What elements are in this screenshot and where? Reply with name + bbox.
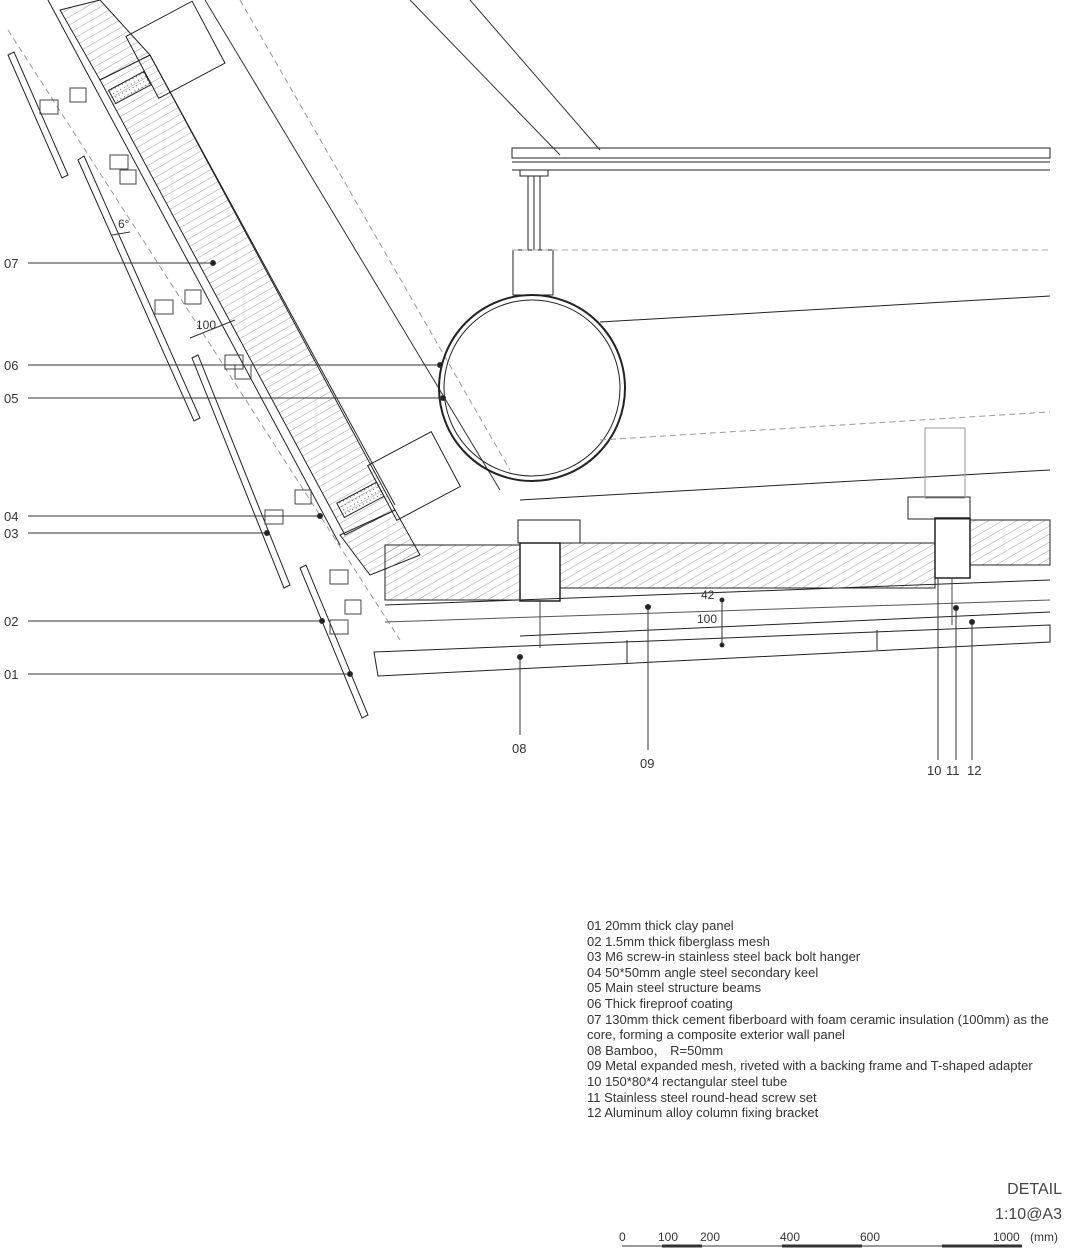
callout-05: 05 [4, 391, 19, 406]
legend-item-01: 01 20mm thick clay panel [587, 918, 734, 933]
callout-01: 01 [4, 667, 19, 682]
legend-item-02: 02 1.5mm thick fiberglass mesh [587, 933, 770, 949]
legend-item-07: 07 130mm thick cement fiberboard with foam ceramic insulation (100mm) as the core, forming a composite exterior wall panel [587, 1011, 1049, 1043]
callout-06: 06 [4, 358, 19, 373]
legend-item-03: 03 M6 screw-in stainless steel back bolt hanger [587, 949, 861, 965]
dim-angle: 6° [118, 217, 130, 231]
composite-panel-horizontal [560, 543, 935, 588]
clay-panel-1 [8, 52, 68, 178]
legend-item-08: 08 Bamboo， R=50mm [587, 1042, 724, 1058]
detail-scale: 1:10@A3 [995, 1206, 1062, 1223]
legend-item-04: 04 50*50mm angle steel secondary keel [587, 964, 819, 980]
legend-item-06: 06 Thick fireproof coating [587, 995, 733, 1011]
dim-100-slope: 100 [196, 318, 217, 332]
scale-tick-400: 400 [780, 1230, 801, 1244]
scale-tick-200: 200 [700, 1230, 721, 1244]
legend-item-12: 12 Aluminum alloy column fixing bracket [587, 1105, 819, 1121]
dim-42: 42 [701, 588, 715, 602]
bamboo [374, 625, 1050, 676]
callout-09: 09 [640, 756, 655, 771]
legend [587, 918, 1057, 1121]
leader-lines [28, 261, 975, 761]
dim-100-horizontal: 100 [697, 612, 718, 626]
scale-bar [619, 1230, 1058, 1246]
clay-panel-4 [300, 565, 368, 718]
callout-08: 08 [512, 741, 527, 756]
legend-item-09: 09 Metal expanded mesh, riveted with a backing frame and T-shaped adapter [587, 1058, 1033, 1074]
scale-tick-100: 100 [658, 1230, 679, 1244]
legend-item-10: 10 150*80*4 rectangular steel tube [587, 1073, 788, 1089]
legend-item-11: 11 Stainless steel round-head screw set [587, 1089, 817, 1105]
callout-12: 12 [967, 763, 982, 778]
scale-unit: (mm) [1030, 1230, 1058, 1244]
callout-labels [4, 256, 981, 778]
detail-title: DETAIL [1007, 1181, 1062, 1198]
steel-tube-right [935, 518, 970, 578]
composite-panel-sloped [100, 55, 395, 535]
inclined-wall [8, 0, 600, 718]
callout-10: 10 [927, 763, 942, 778]
callout-11: 11 [946, 763, 960, 778]
callout-07: 07 [4, 256, 19, 271]
scale-tick-1000: 1000 [993, 1230, 1020, 1244]
callout-02: 02 [4, 614, 19, 629]
scale-tick-600: 600 [860, 1230, 881, 1244]
callout-03: 03 [4, 526, 19, 541]
callout-04: 04 [4, 509, 19, 524]
steel-tube-left [520, 543, 560, 601]
scale-tick-0: 0 [619, 1230, 626, 1244]
legend-item-05: 05 Main steel structure beams [587, 980, 762, 996]
